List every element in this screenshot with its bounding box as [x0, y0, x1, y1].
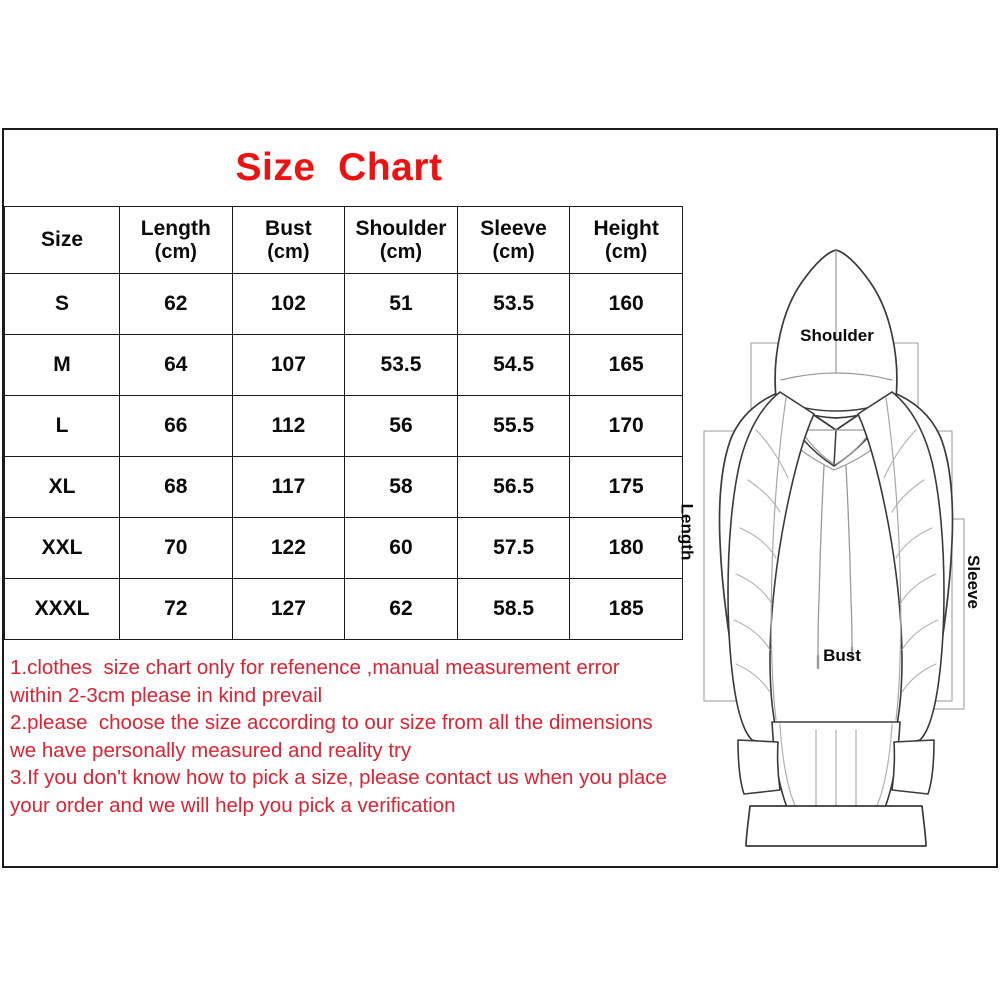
cell-bust: 122	[232, 518, 345, 579]
column-header-shoulder-unit: (cm)	[379, 240, 423, 263]
column-header-length-unit: (cm)	[154, 240, 197, 263]
cell-length: 68	[120, 457, 233, 518]
cell-shoulder: 56	[345, 396, 458, 457]
size-table-body	[5, 274, 683, 640]
column-header-height-label: Height	[593, 217, 659, 241]
table-row	[5, 518, 683, 579]
table-row	[5, 274, 683, 335]
column-header-length	[120, 207, 233, 274]
cell-length: 64	[120, 335, 233, 396]
table-header-row	[5, 207, 683, 274]
measurement-label-length: Length	[677, 503, 697, 561]
note-line-2: within 2-3cm please in kind prevail	[10, 683, 323, 707]
note-line-5: 3.If you don't know how to pick a size, please contact us when you place	[10, 766, 667, 789]
table-row	[5, 335, 683, 396]
note-line-3: 2.please choose the size according to our size from all the dimensions	[10, 711, 653, 734]
cell-shoulder: 51	[345, 274, 458, 335]
column-header-sleeve	[457, 207, 570, 274]
cell-size: XXXL	[5, 579, 120, 640]
cell-height: 160	[570, 274, 683, 335]
cell-bust: 107	[232, 335, 345, 396]
cell-size: XL	[5, 457, 120, 518]
column-header-shoulder-label: Shoulder	[355, 217, 447, 241]
cell-shoulder: 60	[345, 518, 458, 579]
chart-frame	[2, 128, 998, 868]
cell-size: XXL	[5, 518, 120, 579]
column-header-size-label: Size	[40, 228, 84, 252]
note-line-6: your order and we will help you pick a verification	[10, 793, 456, 817]
column-header-bust	[232, 207, 345, 274]
column-header-height-unit: (cm)	[605, 240, 648, 263]
page-title: Size Chart	[235, 146, 443, 189]
measurement-label-bust: Bust	[823, 646, 861, 665]
column-header-bust-label: Bust	[265, 217, 312, 241]
cell-length: 70	[120, 518, 233, 579]
cell-bust: 127	[232, 579, 345, 640]
column-header-sleeve-unit: (cm)	[492, 240, 535, 263]
cell-shoulder: 58	[345, 457, 458, 518]
cell-height: 185	[570, 579, 683, 640]
notes-section	[4, 627, 676, 820]
cell-bust: 117	[232, 457, 345, 518]
cell-sleeve: 54.5	[457, 335, 570, 396]
cell-sleeve: 55.5	[457, 396, 570, 457]
note-line-1: 1.clothes size chart only for refenence ,manual measurement error	[10, 656, 620, 679]
cell-length: 72	[120, 579, 233, 640]
note-line-4: we have personally measured and reality try	[10, 738, 412, 762]
cell-size: M	[5, 335, 120, 396]
cell-sleeve: 58.5	[457, 579, 570, 640]
cell-bust: 102	[232, 274, 345, 335]
cell-bust: 112	[232, 396, 345, 457]
column-header-size	[5, 207, 120, 274]
cell-length: 66	[120, 396, 233, 457]
table-row	[5, 396, 683, 457]
title-band	[4, 130, 674, 206]
measurement-label-sleeve: Sleeve	[963, 555, 983, 609]
column-header-length-label: Length	[140, 217, 211, 241]
measurement-label-shoulder: Shoulder	[800, 326, 874, 345]
cell-shoulder: 62	[345, 579, 458, 640]
cell-sleeve: 56.5	[457, 457, 570, 518]
column-header-bust-unit: (cm)	[267, 240, 310, 263]
size-table-header	[5, 207, 683, 274]
cell-height: 175	[570, 457, 683, 518]
hoodie-illustration-icon	[676, 130, 998, 866]
column-header-sleeve-label: Sleeve	[480, 217, 547, 241]
cell-size: L	[5, 396, 120, 457]
cell-height: 180	[570, 518, 683, 579]
column-header-height	[570, 207, 683, 274]
cell-length: 62	[120, 274, 233, 335]
cell-size: S	[5, 274, 120, 335]
cell-height: 165	[570, 335, 683, 396]
column-header-shoulder	[345, 207, 458, 274]
hoodie-measurement-diagram	[676, 130, 998, 866]
size-table	[4, 206, 683, 640]
table-row	[5, 457, 683, 518]
cell-sleeve: 53.5	[457, 274, 570, 335]
cell-sleeve: 57.5	[457, 518, 570, 579]
cell-height: 170	[570, 396, 683, 457]
cell-shoulder: 53.5	[345, 335, 458, 396]
